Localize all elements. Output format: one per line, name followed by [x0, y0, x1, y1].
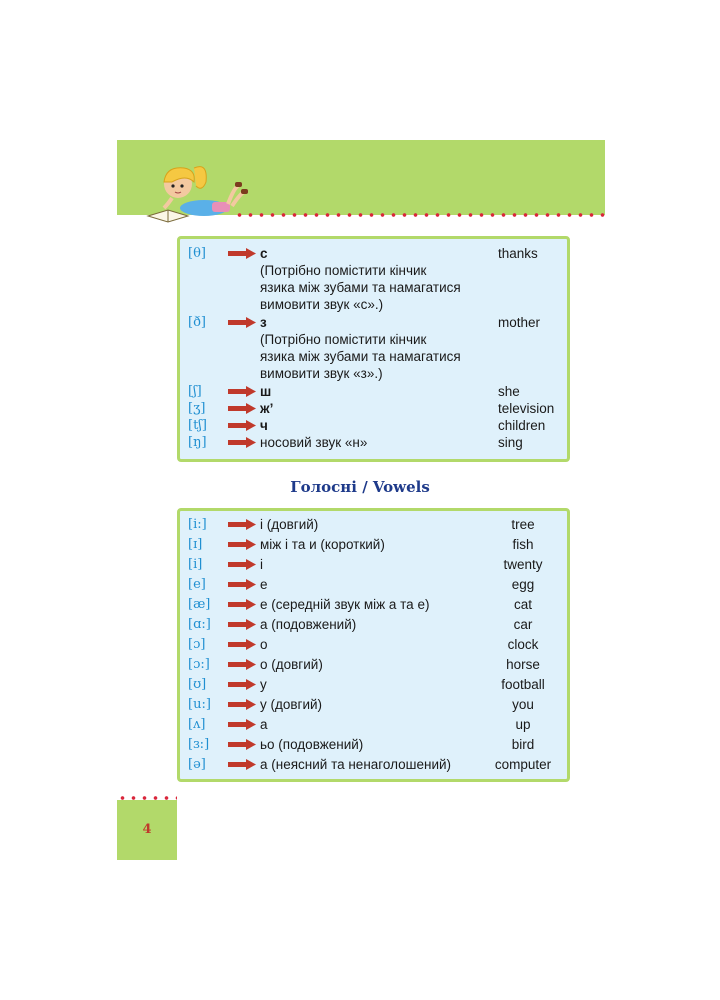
arrow-icon: [228, 559, 256, 570]
arrow-icon: [228, 403, 256, 414]
consonants-table: [177, 236, 570, 462]
sound-description: між і та и (короткий): [260, 537, 385, 552]
phonetic-symbol: [e]: [188, 577, 206, 592]
arrow-icon: [228, 659, 256, 670]
phonetic-symbol: [ð]: [188, 315, 206, 330]
sound-description: а: [260, 717, 268, 732]
arrow-icon: [228, 248, 256, 259]
arrow-icon: [228, 679, 256, 690]
arrow-icon: [228, 539, 256, 550]
example-word: television: [498, 401, 555, 416]
example-word: mother: [498, 315, 541, 330]
sound-description: і: [260, 557, 263, 572]
example-word: up: [515, 717, 531, 732]
sound-note: вимовити звук «с».): [260, 297, 384, 312]
phonetic-symbol: [θ]: [188, 246, 206, 261]
phonetic-symbol: [ŋ]: [188, 435, 207, 450]
sound-equivalent: с: [260, 246, 268, 261]
phonetic-symbol: [tʃ]: [188, 418, 207, 433]
sound-description: і (довгий): [260, 517, 319, 532]
phonetic-symbol: [ʌ]: [188, 717, 206, 732]
dotted-divider-top: [234, 212, 605, 218]
sound-note: (Потрібно помістити кінчик: [260, 263, 427, 278]
example-word: tree: [511, 517, 535, 532]
phonetic-symbol: [æ]: [188, 597, 211, 612]
vowels-table: [177, 508, 570, 782]
sound-description: у (довгий): [260, 697, 323, 712]
example-word: horse: [506, 657, 540, 672]
arrow-icon: [228, 719, 256, 730]
sound-description: о: [260, 637, 268, 652]
page-number: 4: [142, 822, 152, 837]
sound-description: а (неясний та ненаголошений): [260, 757, 452, 772]
vowels-heading: Голосні / Vowels: [290, 478, 430, 496]
phonetic-symbol: [u:]: [188, 697, 211, 712]
arrow-icon: [228, 759, 256, 770]
example-word: children: [498, 418, 546, 433]
arrow-icon: [228, 437, 256, 448]
phonetic-symbol: [ɜ:]: [188, 737, 210, 752]
arrow-icon: [228, 519, 256, 530]
arrow-icon: [228, 420, 256, 431]
reading-girl-illustration: [142, 160, 252, 226]
arrow-icon: [228, 619, 256, 630]
phonetic-symbol: [ɑ:]: [188, 617, 211, 632]
sound-description: е: [260, 577, 268, 592]
sound-equivalent: з: [260, 315, 267, 330]
arrow-icon: [228, 579, 256, 590]
example-word: car: [513, 617, 533, 632]
phonetic-symbol: [ɔ:]: [188, 657, 210, 672]
arrow-icon: [228, 739, 256, 750]
arrow-icon: [228, 386, 256, 397]
phonetic-symbol: [ə]: [188, 757, 206, 772]
example-word: clock: [507, 637, 539, 652]
example-word: cat: [513, 597, 532, 612]
sound-description: е (середній звук між а та е): [260, 597, 430, 612]
sound-equivalent: ч: [260, 418, 268, 433]
example-word: thanks: [498, 246, 538, 261]
phonetic-symbol: [ɔ]: [188, 637, 206, 652]
example-word: she: [498, 384, 520, 399]
sound-description: а (подовжений): [260, 617, 357, 632]
phonetic-symbol: [ʒ]: [188, 401, 206, 416]
arrow-icon: [228, 317, 256, 328]
sound-note: (Потрібно помістити кінчик: [260, 332, 427, 347]
sound-note: язика між зубами та намагатися: [260, 349, 461, 364]
example-word: fish: [512, 537, 534, 552]
example-word: twenty: [503, 557, 543, 572]
phonetic-symbol: [ʊ]: [188, 677, 207, 692]
sound-description: ьо (подовжений): [260, 737, 364, 752]
example-word: egg: [511, 577, 535, 592]
sound-note: язика між зубами та намагатися: [260, 280, 461, 295]
phonetic-symbol: [i:]: [188, 517, 207, 532]
example-word: bird: [511, 737, 535, 752]
example-word: sing: [498, 435, 523, 450]
example-word: computer: [494, 757, 552, 772]
phonetic-symbol: [i]: [188, 557, 203, 572]
arrow-icon: [228, 639, 256, 650]
sound-equivalent: ж’: [260, 401, 274, 416]
example-word: football: [501, 677, 545, 692]
arrow-icon: [228, 699, 256, 710]
sound-equivalent: ш: [260, 384, 272, 399]
arrow-icon: [228, 599, 256, 610]
phonetic-symbol: [ɪ]: [188, 537, 203, 552]
sound-description: у: [260, 677, 267, 692]
phonetic-symbol: [ʃ]: [188, 384, 202, 399]
sound-description: о (довгий): [260, 657, 323, 672]
sound-equivalent: носовий звук «н»: [260, 435, 368, 450]
example-word: you: [512, 697, 534, 712]
sound-note: вимовити звук «з».): [260, 366, 383, 381]
